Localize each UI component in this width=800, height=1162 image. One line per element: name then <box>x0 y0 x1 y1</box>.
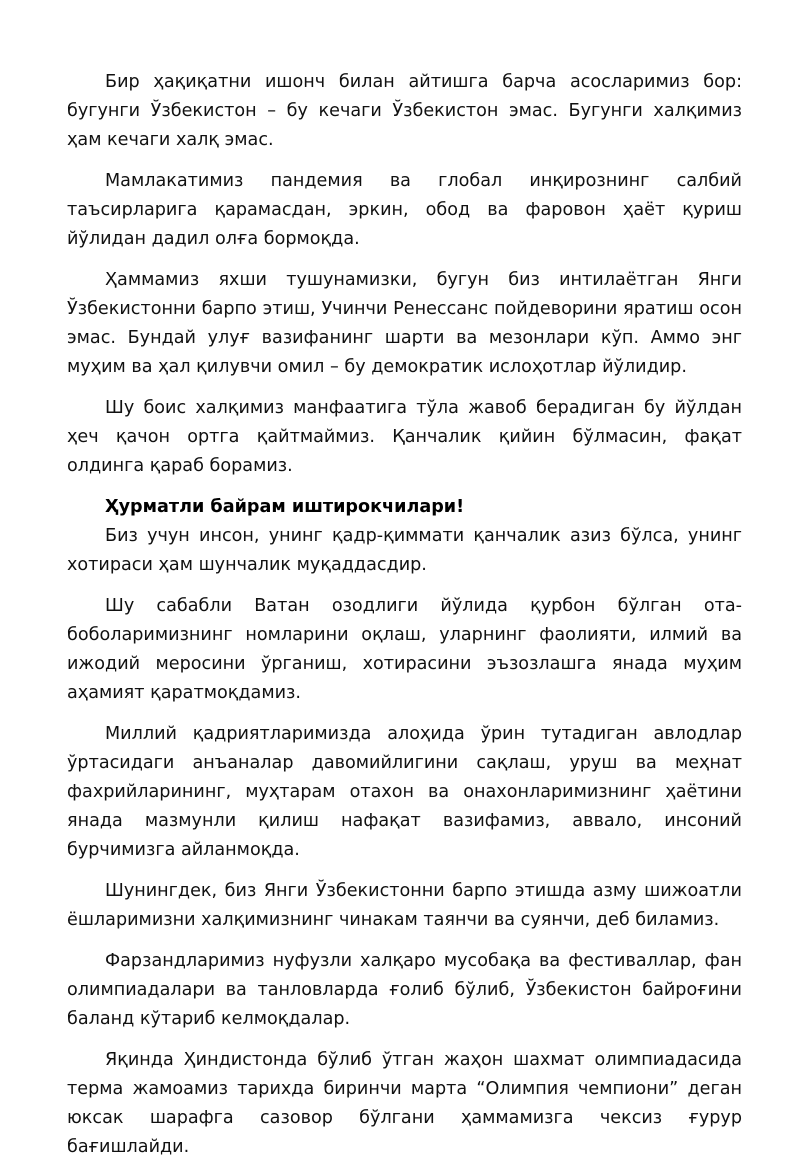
paragraph: Миллий қадриятларимизда алоҳида ўрин тутадиган авлодлар ўртасидаги анъаналар давомийлигини сақлаш, уруш ва меҳнат фахрийларининг, муҳтарам отахон ва онахонларимизнинг ҳаётини янада мазмунли қилиш нафақат вазифамиз, аввало, инсоний бурчимизга айланмоқда. <box>67 724 742 860</box>
paragraph: Биз учун инсон, унинг қадр-қиммати қанчалик азиз бўлса, унинг хотираси ҳам шунчалик муқаддасдир. <box>67 526 742 575</box>
paragraph: Ҳаммамиз яхши тушунамизки, бугун биз интилаётган Янги Ўзбекистонни барпо этиш, Учинчи Ренессанс пойдеворини яратиш осон эмас. Бундай улуғ вазифанинг шарти ва мезонлари кўп. Аммо энг муҳим ва ҳал қилувчи омил – бу демократик ислоҳотлар йўлидир. <box>67 270 742 377</box>
section-heading: Ҳурматли байрам иштирокчилари! <box>105 497 465 517</box>
paragraph: Бир ҳақиқатни ишонч билан айтишга барча асосларимиз бор: бугунги Ўзбекистон – бу кечаги Ўзбекистон эмас. Бугунги халқимиз ҳам кечаги халқ эмас. <box>67 72 742 150</box>
paragraph: Мамлакатимиз пандемия ва глобал инқирознинг салбий таъсирларига қарамасдан, эркин, обод ва фаровон ҳаёт қуриш йўлидан дадил олға бормоқда. <box>67 171 742 249</box>
paragraph: Шунингдек, биз Янги Ўзбекистонни барпо этишда азму шижоатли ёшларимизни халқимизнинг чинакам таянчи ва суянчи, деб биламиз. <box>67 881 742 930</box>
paragraph: Яқинда Ҳиндистонда бўлиб ўтган жаҳон шахмат олимпиадасида терма жамоамиз тарихда биринчи марта “Олимпия чемпиони” деган юксак шарафга сазовор бўлгани ҳаммамизга чексиз ғурур бағишлайди. <box>67 1050 742 1157</box>
paragraph: Шу сабабли Ватан озодлиги йўлида қурбон бўлган ота-боболаримизнинг номларини оқлаш, уларнинг фаолияти, илмий ва ижодий меросини ўрганиш, хотирасини эъзозлашга янада муҳим аҳамият қаратмоқдамиз. <box>67 596 742 703</box>
paragraph: Шу боис халқимиз манфаатига тўла жавоб берадиган бу йўлдан ҳеч қачон ортга қайтмаймиз. Қанчалик қийин бўлмасин, фақат олдинга қараб борамиз. <box>67 398 742 476</box>
paragraph: Фарзандларимиз нуфузли халқаро мусобақа ва фестиваллар, фан олимпиадалари ва танловларда ғолиб бўлиб, Ўзбекистон байроғини баланд кўтариб келмоқдалар. <box>67 951 742 1029</box>
